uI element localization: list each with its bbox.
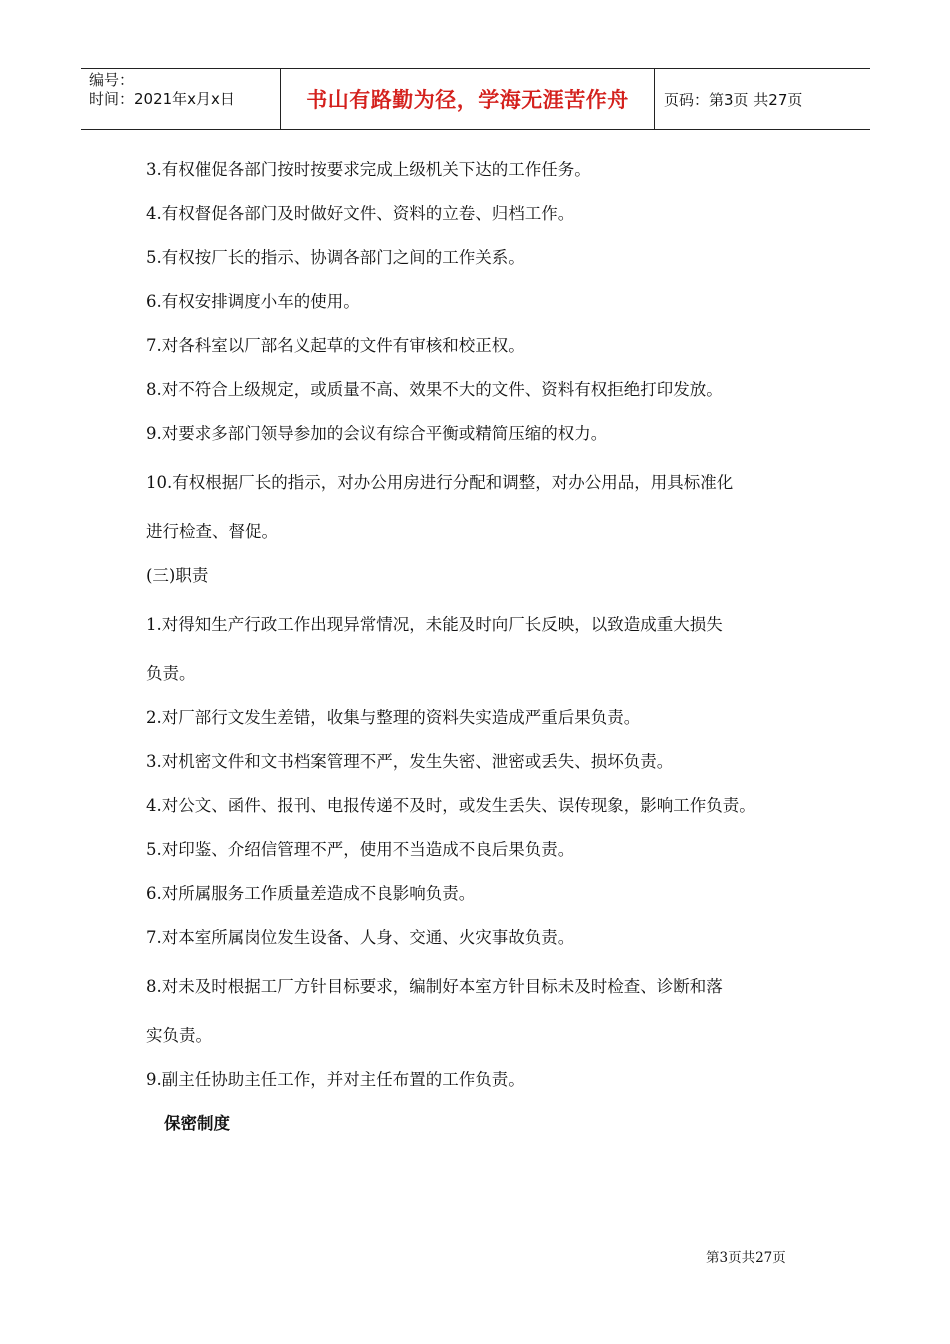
body-line: 5.有权按厂长的指示、协调各部门之间的工作关系。 <box>146 248 525 267</box>
body-line: 9.副主任协助主任工作，并对主任布置的工作负责。 <box>146 1070 525 1089</box>
body-line: 2.对厂部行文发生差错，收集与整理的资料失实造成严重后果负责。 <box>146 708 641 727</box>
body-line: 7.对本室所属岗位发生设备、人身、交通、火灾事故负责。 <box>146 928 575 947</box>
body-line: 实负责。 <box>146 1026 212 1045</box>
body-line: 8.对不符合上级规定，或质量不高、效果不大的文件、资料有权拒绝打印发放。 <box>146 380 723 399</box>
header-meta <box>81 69 281 129</box>
body-line: 4.有权督促各部门及时做好文件、资料的立卷、归档工作。 <box>146 204 575 223</box>
date-label: 时间：2021年x月x日 <box>89 90 235 108</box>
body-line: 10.有权根据厂长的指示，对办公用房进行分配和调整，对办公用品，用具标准化 <box>146 473 734 492</box>
body-line: 3.有权催促各部门按时按要求完成上级机关下达的工作任务。 <box>146 160 591 179</box>
body-line: 1.对得知生产行政工作出现异常情况，未能及时向厂长反映，以致造成重大损失 <box>146 615 723 634</box>
section-heading-duties: (三)职责 <box>146 566 209 585</box>
body-line: 4.对公文、函件、报刊、电报传递不及时，或发生丢失、误传现象，影响工作负责。 <box>146 796 756 815</box>
number-label: 编号： <box>89 71 135 89</box>
header-motto: 书山有路勤为径，学海无涯苦作舟 <box>281 69 655 129</box>
body-line: 6.有权安排调度小车的使用。 <box>146 292 360 311</box>
body-line: 7.对各科室以厂部名义起草的文件有审核和校正权。 <box>146 336 525 355</box>
body-line: 6.对所属服务工作质量差造成不良影响负责。 <box>146 884 476 903</box>
body-line: 5.对印鉴、介绍信管理不严，使用不当造成不良后果负责。 <box>146 840 575 859</box>
body-line: 3.对机密文件和文书档案管理不严，发生失密、泄密或丢失、损坏负责。 <box>146 752 674 771</box>
section-heading-confidentiality: 保密制度 <box>164 1114 230 1133</box>
body-line: 负责。 <box>146 664 196 683</box>
header-page-info: 页码：第3页 共27页 <box>664 90 803 109</box>
body-line: 8.对未及时根据工厂方针目标要求，编制好本室方针目标未及时检查、诊断和落 <box>146 977 723 996</box>
page-footer: 第3页共27页 <box>706 1250 786 1266</box>
body-line: 进行检查、督促。 <box>146 522 278 541</box>
body-line: 9.对要求多部门领导参加的会议有综合平衡或精简压缩的权力。 <box>146 424 608 443</box>
document-body <box>146 148 826 1146</box>
document-header <box>81 68 870 130</box>
